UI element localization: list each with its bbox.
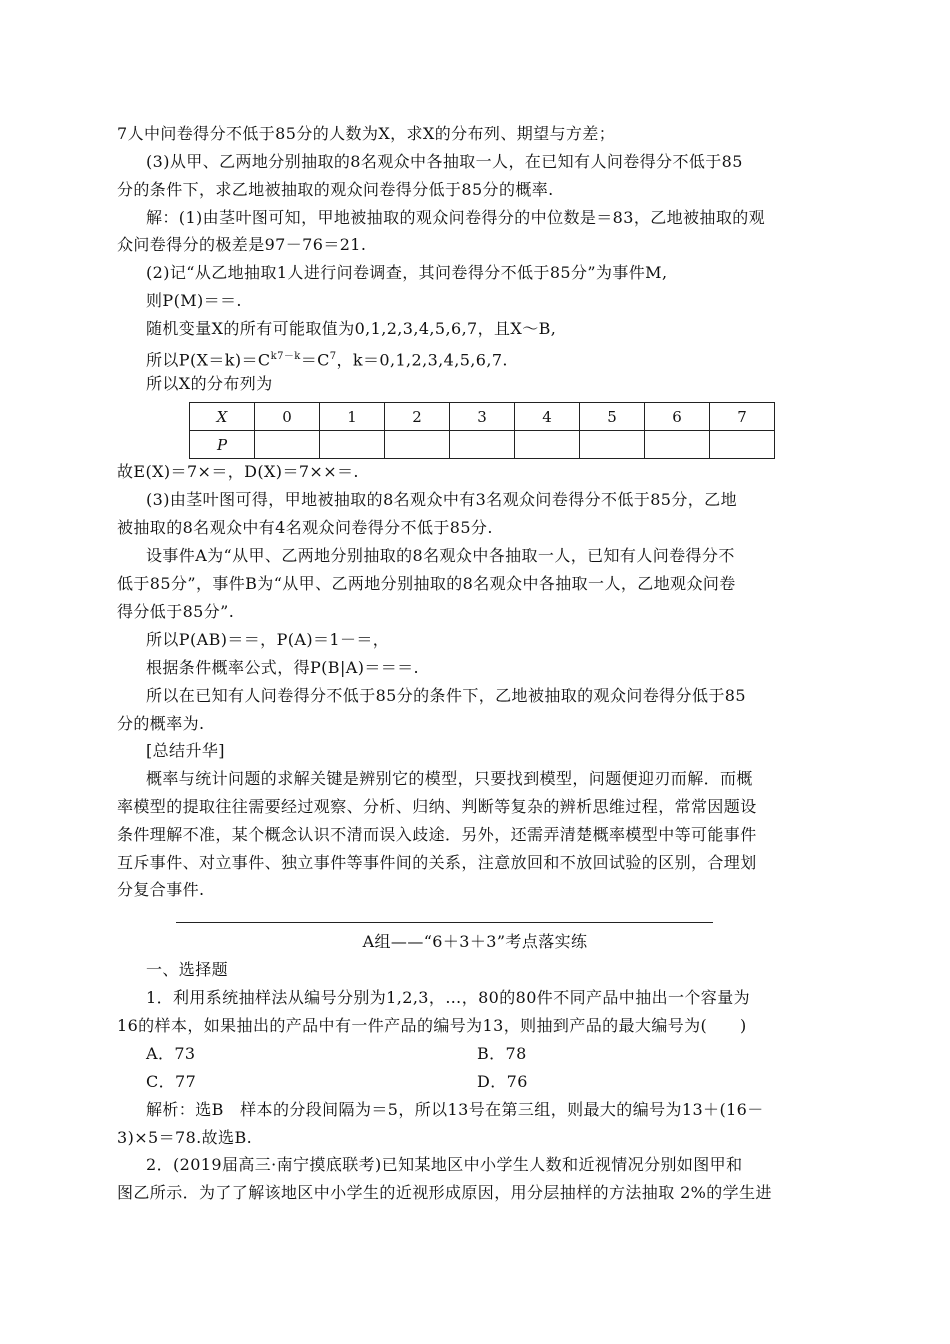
distribution-table <box>189 402 775 459</box>
formula-line: 所以$P(X=k)=C^{k7-k}=C^7$，k＝0,1,2,3,4,5,6,7. <box>146 350 508 370</box>
question-text: 图乙所示．为了了解该地区中小学生的近视形成原因，用分层抽样的方法抽取 2%的学生进 <box>117 1183 772 1202</box>
divider <box>176 922 713 923</box>
option-c: C．77 <box>146 1072 197 1091</box>
section-title: A组——“6＋3＋3”考点落实练 <box>362 932 588 951</box>
table-cell: 6 <box>645 403 710 431</box>
text-line: 分的概率为. <box>117 714 205 733</box>
table-header-p: P <box>190 431 255 459</box>
text-line: 得分低于85分”. <box>117 602 235 621</box>
table-cell <box>645 431 710 459</box>
table-row <box>190 431 775 459</box>
text-line: 众问卷得分的极差是97－76＝21. <box>117 235 367 254</box>
table-cell <box>385 431 450 459</box>
text-line: 一、选择题 <box>146 960 229 979</box>
option-b: B．78 <box>477 1044 527 1063</box>
answer-text: 解析：选B 样本的分段间隔为＝5，所以13号在第三组，则最大的编号为13＋(16－ <box>146 1100 764 1119</box>
option-d: D．76 <box>477 1072 528 1091</box>
table-cell: 1 <box>320 403 385 431</box>
table-cell <box>320 431 385 459</box>
table-cell: 3 <box>450 403 515 431</box>
question-text: 16的样本，如果抽出的产品中有一件产品的编号为13，则抽到产品的最大编号为( ) <box>117 1016 747 1035</box>
table-cell: 2 <box>385 403 450 431</box>
table-cell <box>450 431 515 459</box>
text-line: 低于85分”，事件B为“从甲、乙两地分别抽取的8名观众中各抽取一人，乙地观众问卷 <box>117 574 736 593</box>
text-line: 随机变量X的所有可能取值为0,1,2,3,4,5,6,7，且X～B, <box>146 319 557 338</box>
text-line: 解：(1)由茎叶图可知，甲地被抽取的观众问卷得分的中位数是＝83，乙地被抽取的观 <box>146 208 766 227</box>
table-cell <box>515 431 580 459</box>
text-line: 根据条件概率公式，得P(B|A)＝＝＝. <box>146 658 420 677</box>
question-text: 1．利用系统抽样法从编号分别为1,2,3，…，80的80件不同产品中抽出一个容量为 <box>146 988 751 1007</box>
question-text: 2．(2019届高三·南宁摸底联考)已知某地区中小学生人数和近视情况分别如图甲和 <box>146 1155 743 1174</box>
table-header-x: X <box>190 403 255 431</box>
table-cell <box>255 431 320 459</box>
text-line: 分的条件下，求乙地被抽取的观众问卷得分低于85分的概率. <box>117 180 554 199</box>
text-line: 分复合事件. <box>117 880 205 899</box>
table-cell: 4 <box>515 403 580 431</box>
text-line: 率模型的提取往往需要经过观察、分析、归纳、判断等复杂的辨析思维过程，常常因题设 <box>117 797 757 816</box>
text-line: 7人中问卷得分不低于85分的人数为X，求X的分布列、期望与方差； <box>117 124 616 143</box>
text-line: 被抽取的8名观众中有4名观众问卷得分不低于85分. <box>117 518 493 537</box>
answer-text: 3)×5＝78.故选B. <box>117 1128 253 1147</box>
text-line: 所以P(AB)＝＝，P(A)＝1－＝， <box>146 630 390 649</box>
table-cell <box>580 431 645 459</box>
text-line: 概率与统计问题的求解关键是辨别它的模型，只要找到模型，问题便迎刃而解．而概 <box>146 769 753 788</box>
table-cell: 5 <box>580 403 645 431</box>
text-line: 设事件A为“从甲、乙两地分别抽取的8名观众中各抽取一人，已知有人问卷得分不 <box>146 546 735 565</box>
table-cell: 7 <box>710 403 775 431</box>
option-a: A．73 <box>146 1044 196 1063</box>
text-line: (2)记“从乙地抽取1人进行问卷调查，其问卷得分不低于85分”为事件M, <box>146 263 668 282</box>
text-line: (3)由茎叶图可得，甲地被抽取的8名观众中有3名观众问卷得分不低于85分，乙地 <box>146 490 737 509</box>
text-line: 所以X的分布列为 <box>146 374 273 393</box>
table-cell: 0 <box>255 403 320 431</box>
text-line: 则P(M)＝＝. <box>146 291 242 310</box>
table-row <box>190 403 775 431</box>
table-cell <box>710 431 775 459</box>
text-line: 所以在已知有人问卷得分不低于85分的条件下，乙地被抽取的观众问卷得分低于85 <box>146 686 746 705</box>
section-label: [总结升华] <box>146 741 225 760</box>
text-line: 故E(X)＝7×＝，D(X)＝7××＝. <box>117 462 359 481</box>
text-line: (3)从甲、乙两地分别抽取的8名观众中各抽取一人，在已知有人问卷得分不低于85 <box>146 152 743 171</box>
text-line: 互斥事件、对立事件、独立事件等事件间的关系，注意放回和不放回试验的区别，合理划 <box>117 853 757 872</box>
text-line: 条件理解不准，某个概念认识不清而误入歧途．另外，还需弄清楚概率模型中等可能事件 <box>117 825 757 844</box>
